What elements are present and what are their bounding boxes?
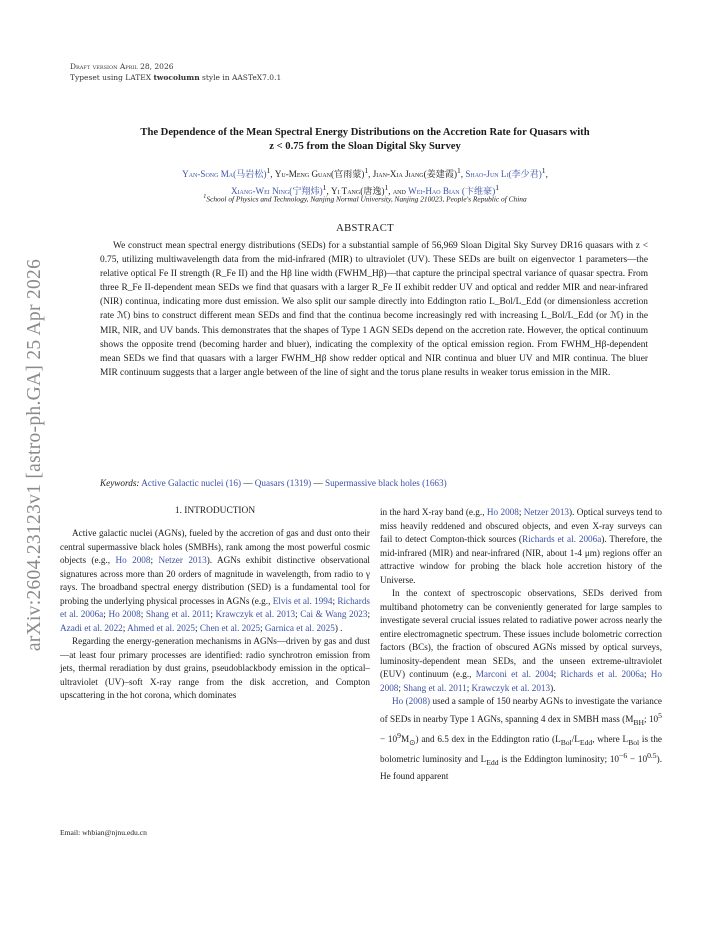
typeset-line bbox=[70, 73, 281, 82]
author-name: Jian-Xia Jiang(姜建霞) bbox=[372, 169, 457, 180]
paper-title bbox=[60, 126, 670, 154]
author-sup: 1 bbox=[384, 183, 389, 193]
arxiv-identifier: arXiv:2604.23123v1 [astro-ph.GA] 25 Apr 2026 bbox=[24, 258, 45, 652]
affiliation bbox=[60, 194, 670, 203]
keywords-label: Keywords: bbox=[100, 478, 140, 488]
abstract-text: We construct mean spectral energy distributions (SEDs) for a substantial sample of 56,969 Sloan Digital Sky Survey DR16 quasars with z < 0.75, utilizing multiwavelength data from the mid-infrared (MIR) to ultraviolet (UV). These SEDs are built on eigenvector 1 parameters—the relative optical Fe II strength (R_Fe II) and the Hβ line width (FWHM_Hβ)—that capture the principal spectral variance of quasar spectra. From three R_Fe II-dependent mean SEDs we find that quasars with a larger R_Fe II exhibit redder UV and optical and redder MIR and near-infrared (NIR) continua, indicating more dust emission. We also split our sample directly into Eddington ratio L_Bol/L_Edd (or dimensionless accretion rate ℳ) bins to construct different mean SEDs and find that the continua become increasingly red with increasing L_Bol/L_Edd (or ℳ) in the MIR, NIR, and UV bands. This demonstrates that the shapes of Type 1 AGN SEDs depend on the accretion rate. However, the optical continuum shows the opposite trend (becoming harder and bluer), indicating the complexity of the optical emission region. From FWHM_Hβ-dependent mean SEDs we find that quasars with a larger FWHM_Hβ show redder optical and NIR continua and bluer UV and MIR continua. The bluer MIR continuum suggests that a larger angle between of the line of sight and the torus plane results in weaker torus emission in the MIR. bbox=[100, 241, 648, 378]
author-name: Yi Tang(唐逸) bbox=[331, 186, 385, 197]
section-heading-introduction: 1. INTRODUCTION bbox=[174, 506, 256, 516]
keyword-separator: — bbox=[241, 478, 255, 488]
typeset-style: twocolumn bbox=[153, 73, 200, 82]
keyword-link[interactable]: Quasars (1319) bbox=[254, 478, 312, 488]
abstract-heading: ABSTRACT bbox=[336, 223, 394, 234]
typeset-suffix: style in AASTeX7.0.1 bbox=[199, 73, 282, 82]
arxiv-sidebar bbox=[20, 230, 50, 680]
keywords-line bbox=[100, 478, 660, 488]
keyword-separator: — bbox=[311, 478, 325, 488]
authors-and: and bbox=[392, 186, 406, 197]
left-column bbox=[60, 527, 370, 703]
draft-version-text: Draft version April 28, 2026 bbox=[70, 62, 174, 71]
author-name: Yu-Meng Guan(官雨蒙) bbox=[274, 169, 365, 180]
right-column bbox=[380, 506, 662, 783]
typeset-prefix: Typeset using bbox=[70, 73, 126, 82]
author-sup: 1 bbox=[456, 166, 461, 175]
author-sup: 1 bbox=[364, 166, 369, 175]
author-sup: 1 bbox=[322, 183, 327, 193]
intro-paragraph-1: Active galactic nuclei (AGNs), fueled by the accretion of gas and dust onto their central supermassive black holes (SMBHs), rank among the most powerful cosmic objects (e.g., Ho 2008; Netzer 2013). AGNs exhibit distinctive observational signatures across more than 20 orders of magnitude in wavelength, from radio to γ rays. The broadband spectral energy distribution (SED) is a fundamental tool for probing the underlying physical processes in AGNs (e.g., Elvis et al. 1994; Richards et al. 2006a; Ho 2008; Shang et al. 2011; Krawczyk et al. 2013; Cai & Wang 2023; Azadi et al. 2022; Ahmed et al. 2025; Chen et al. 2025; Garnica et al. 2025) . bbox=[60, 528, 370, 633]
keyword-link[interactable]: Supermassive black holes (1663) bbox=[324, 478, 447, 488]
author-link[interactable]: Xiang-Wei Ning(宁翔炜) bbox=[230, 186, 323, 197]
affiliation-text: School of Physics and Technology, Nanjing Normal University, Nanjing 210023, People's Republic of China bbox=[206, 194, 527, 204]
keyword-link[interactable]: Active Galactic nuclei (16) bbox=[141, 478, 242, 488]
author-list: Yan-Song Ma(马岩松)$^1$, Yu-Meng Guan(官雨蒙)$^1$, Jian-Xia Jiang(姜建霞)$^1$, Shao-Jun Li(李少君)$^1$, Xiang-Wei Ning(宁翔炜)$^1$, Yi Tang(唐逸)$^1$, and Wei-Hao Bian (卞维豪)$^1$ bbox=[182, 166, 548, 197]
draft-version bbox=[70, 62, 173, 71]
affiliation-sup: 1 bbox=[203, 194, 207, 200]
email-footnote: Email: whbian@njnu.edu.cn bbox=[60, 828, 147, 837]
author-sup: 1 bbox=[541, 166, 546, 175]
latex-logo: LATEX bbox=[125, 73, 152, 82]
author-sup: 1 bbox=[266, 166, 271, 175]
author-link[interactable]: Yan-Song Ma(马岩松) bbox=[182, 169, 267, 180]
title-line-1: The Dependence of the Mean Spectral Energy Distributions on the Accretion Rate for Quasars with bbox=[140, 127, 590, 138]
author-link[interactable]: Wei-Hao Bian (卞维豪) bbox=[408, 186, 496, 197]
intro-paragraph-2-cont: in the hard X-ray band (e.g., Ho 2008; Netzer 2013). Optical surveys tend to miss heavily reddened and obscured objects, and even X-ray surveys can fail to detect Compton-thick sources (Richards et al. 2006a). Therefore, the mid-infrared (MIR) and near-infrared (NIR, about 1-4 μm) regions offer an attractive window for probing the black hole accretion history of the Universe. bbox=[380, 507, 662, 585]
title-line-2: z < 0.75 from the Sloan Digital Sky Survey bbox=[269, 141, 461, 152]
author-link[interactable]: Shao-Jun Li(李少君) bbox=[465, 169, 542, 180]
intro-paragraph-4: Ho (2008) used a sample of 150 nearby AGNs to investigate the variance of SEDs in nearby Type 1 AGNs, spanning 4 dex in SMBH mass ($M_{BH}$; $10^5 - 10^9M_⊙$) and 6.5 dex in the Eddington ratio ($L_{Bol}/L_{Edd}$, where $L_{Bol}$ is the bolometric luminosity and $L_{Edd}$ is the Eddington luminosity; $10^{-6} - 10^{0.5}$). He found apparent bbox=[380, 696, 663, 781]
author-sup: 1 bbox=[495, 183, 500, 193]
intro-paragraph-2: Regarding the energy-generation mechanisms in AGNs—driven by gas and dust—at least four primary processes are identified: radio synchrotron emission from jets, thermal reradiation by dust grains, pseudoblackbody emission in the optical–ultraviolet (UV)–soft X-ray range from the disk accretion, and Compton upscattering in the hot corona, which dominates bbox=[60, 636, 370, 700]
intro-paragraph-3: In the context of spectroscopic observations, SEDs derived from multiband photometry can be conveniently generated for large samples to investigate several crucial issues related to radiative power across nearly the entire electromagnetic spectrum. These issues include bolometric correction factors (BCs), the fraction of obscured AGNs missed by optical surveys, luminosity-dependent mean SEDs, and the unseen extreme-ultraviolet (EUV) continuum (e.g., Marconi et al. 2004; Richards et al. 2006a; Ho 2008; Shang et al. 2011; Krawczyk et al. 2013). bbox=[380, 588, 662, 693]
